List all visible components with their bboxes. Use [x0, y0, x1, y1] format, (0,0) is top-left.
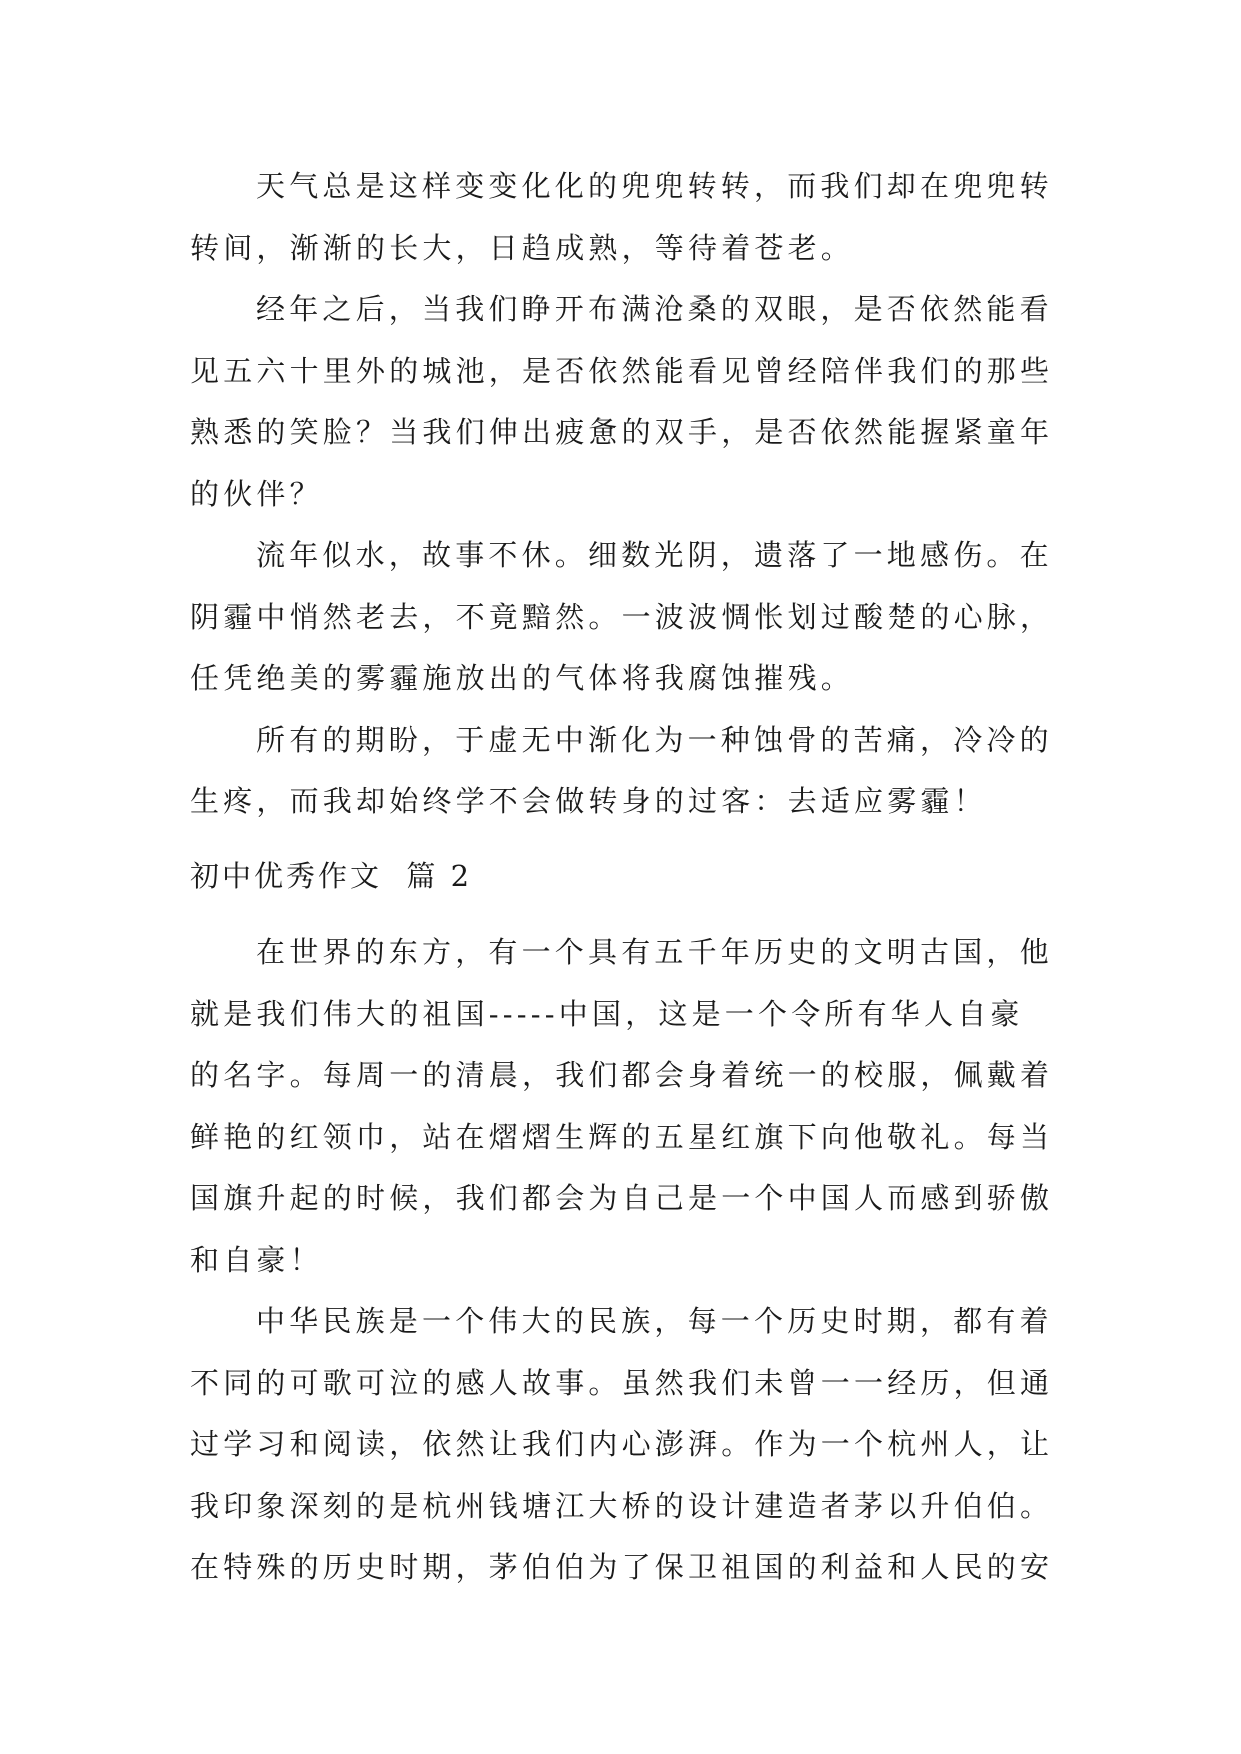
- section-1-body: [190, 156, 1054, 833]
- paragraph-line: 鲜艳的红领巾，站在熠熠生辉的五星红旗下向他敬礼。每当: [190, 1119, 1054, 1154]
- paragraph-line: 生疼，而我却始终学不会做转身的过客：去适应雾霾！: [190, 784, 987, 818]
- paragraph-line: 阴霾中悄然老去，不竟黯然。一波波惆怅划过酸楚的心脉，: [190, 599, 1054, 634]
- essay-title: 初中优秀作文 篇 2: [190, 859, 473, 893]
- paragraph-line: 国旗升起的时候，我们都会为自己是一个中国人而感到骄傲: [190, 1181, 1054, 1215]
- paragraph-line: 任凭绝美的雾霾施放出的气体将我腐蚀摧残。: [190, 661, 855, 695]
- paragraph-line: 不同的可歌可泣的感人故事。虽然我们未曾一一经历，但通: [190, 1365, 1054, 1400]
- paragraph-line: 过学习和阅读，依然让我们内心澎湃。作为一个杭州人，让: [190, 1427, 1054, 1461]
- paragraph-line: 转间，渐渐的长大，日趋成熟，等待着苍老。: [190, 230, 855, 265]
- paragraph-line: 经年之后，当我们睁开布满沧桑的双眼，是否依然能看: [256, 292, 1053, 326]
- paragraph-line: 和自豪！: [190, 1242, 323, 1277]
- paragraph-line: 在世界的东方，有一个具有五千年历史的文明古国，他: [256, 935, 1053, 969]
- paragraph-line: 天气总是这样变变化化的兜兜转转，而我们却在兜兜转: [256, 169, 1053, 203]
- paragraph-line: 的伙伴？: [190, 476, 323, 511]
- paragraph-line: 流年似水，故事不休。细数光阴，遗落了一地感伤。在: [256, 538, 1053, 572]
- paragraph-line: 我印象深刻的是杭州钱塘江大桥的设计建造者茅以升伯伯。: [190, 1488, 1054, 1523]
- section-2-body: [190, 922, 1054, 1599]
- paragraph-line: 所有的期盼，于虚无中渐化为一种蚀骨的苦痛，冷冷的: [256, 722, 1053, 757]
- paragraph-line: 就是我们伟大的祖国-----中国，这是一个令所有华人自豪: [190, 996, 1024, 1031]
- paragraph-line: 在特殊的历史时期，茅伯伯为了保卫祖国的利益和人民的安: [190, 1550, 1054, 1584]
- paragraph-line: 的名字。每周一的清晨，我们都会身着统一的校服，佩戴着: [190, 1058, 1054, 1092]
- paragraph-line: 熟悉的笑脸？当我们伸出疲惫的双手，是否依然能握紧童年: [190, 415, 1054, 449]
- paragraph-line: 见五六十里外的城池，是否依然能看见曾经陪伴我们的那些: [190, 353, 1054, 388]
- paragraph-line: 中华民族是一个伟大的民族，每一个历史时期，都有着: [256, 1304, 1053, 1338]
